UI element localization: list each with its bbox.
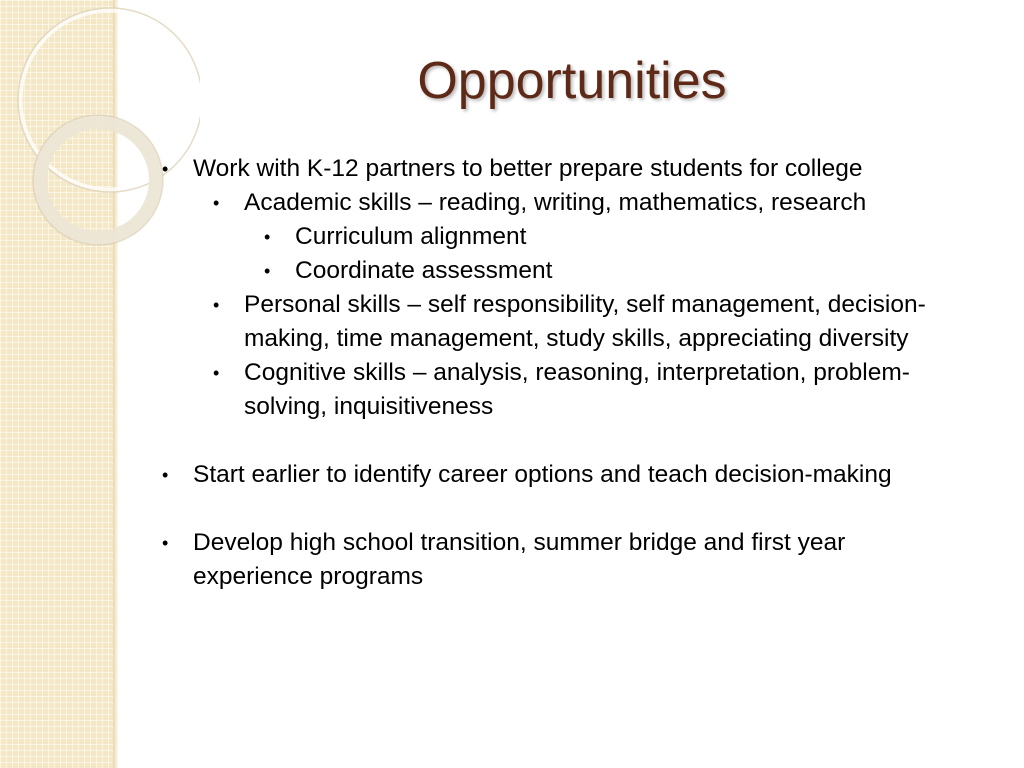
list-item: [264, 254, 942, 288]
list-item: [162, 526, 942, 594]
list-spacer: [162, 492, 942, 526]
bullet-list: [162, 152, 942, 594]
bullet-icon: •: [213, 363, 220, 383]
list-item: [264, 220, 942, 254]
list-item-text: Cognitive skills – analysis, reasoning, interpretation, problem- solving, inquisitiveness: [244, 359, 910, 420]
list-item-text: Develop high school transition, summer bridge and first year experience programs: [193, 529, 846, 590]
list-item-text: Coordinate assessment: [295, 257, 553, 284]
bullet-icon: •: [162, 159, 169, 179]
decorative-ring-small-shadow: [33, 115, 163, 245]
bullet-icon: •: [264, 261, 271, 281]
list-item-text: Start earlier to identify career options and teach decision-making: [193, 461, 892, 488]
bullet-icon: •: [264, 227, 271, 247]
bullet-icon: •: [162, 465, 169, 485]
list-item-text: Curriculum alignment: [295, 223, 527, 250]
bullet-icon: •: [213, 193, 220, 213]
slide-content: [162, 152, 942, 594]
list-item: [213, 288, 942, 356]
list-item: [213, 356, 942, 424]
list-item-text: Work with K-12 partners to better prepare students for college: [193, 155, 863, 182]
slide-title: Opportunities: [417, 52, 727, 110]
list-spacer: [162, 424, 942, 458]
decorative-ring-small: [40, 122, 156, 238]
list-item: [213, 186, 942, 220]
list-item: [162, 458, 942, 492]
list-item: [162, 152, 942, 186]
bullet-icon: •: [162, 533, 169, 553]
list-item-text: Personal skills – self responsibility, self management, decision- making, time management, study skills, appreciating diversity: [244, 291, 926, 352]
list-item-text: Academic skills – reading, writing, mathematics, research: [244, 189, 867, 216]
bullet-icon: •: [213, 295, 220, 315]
